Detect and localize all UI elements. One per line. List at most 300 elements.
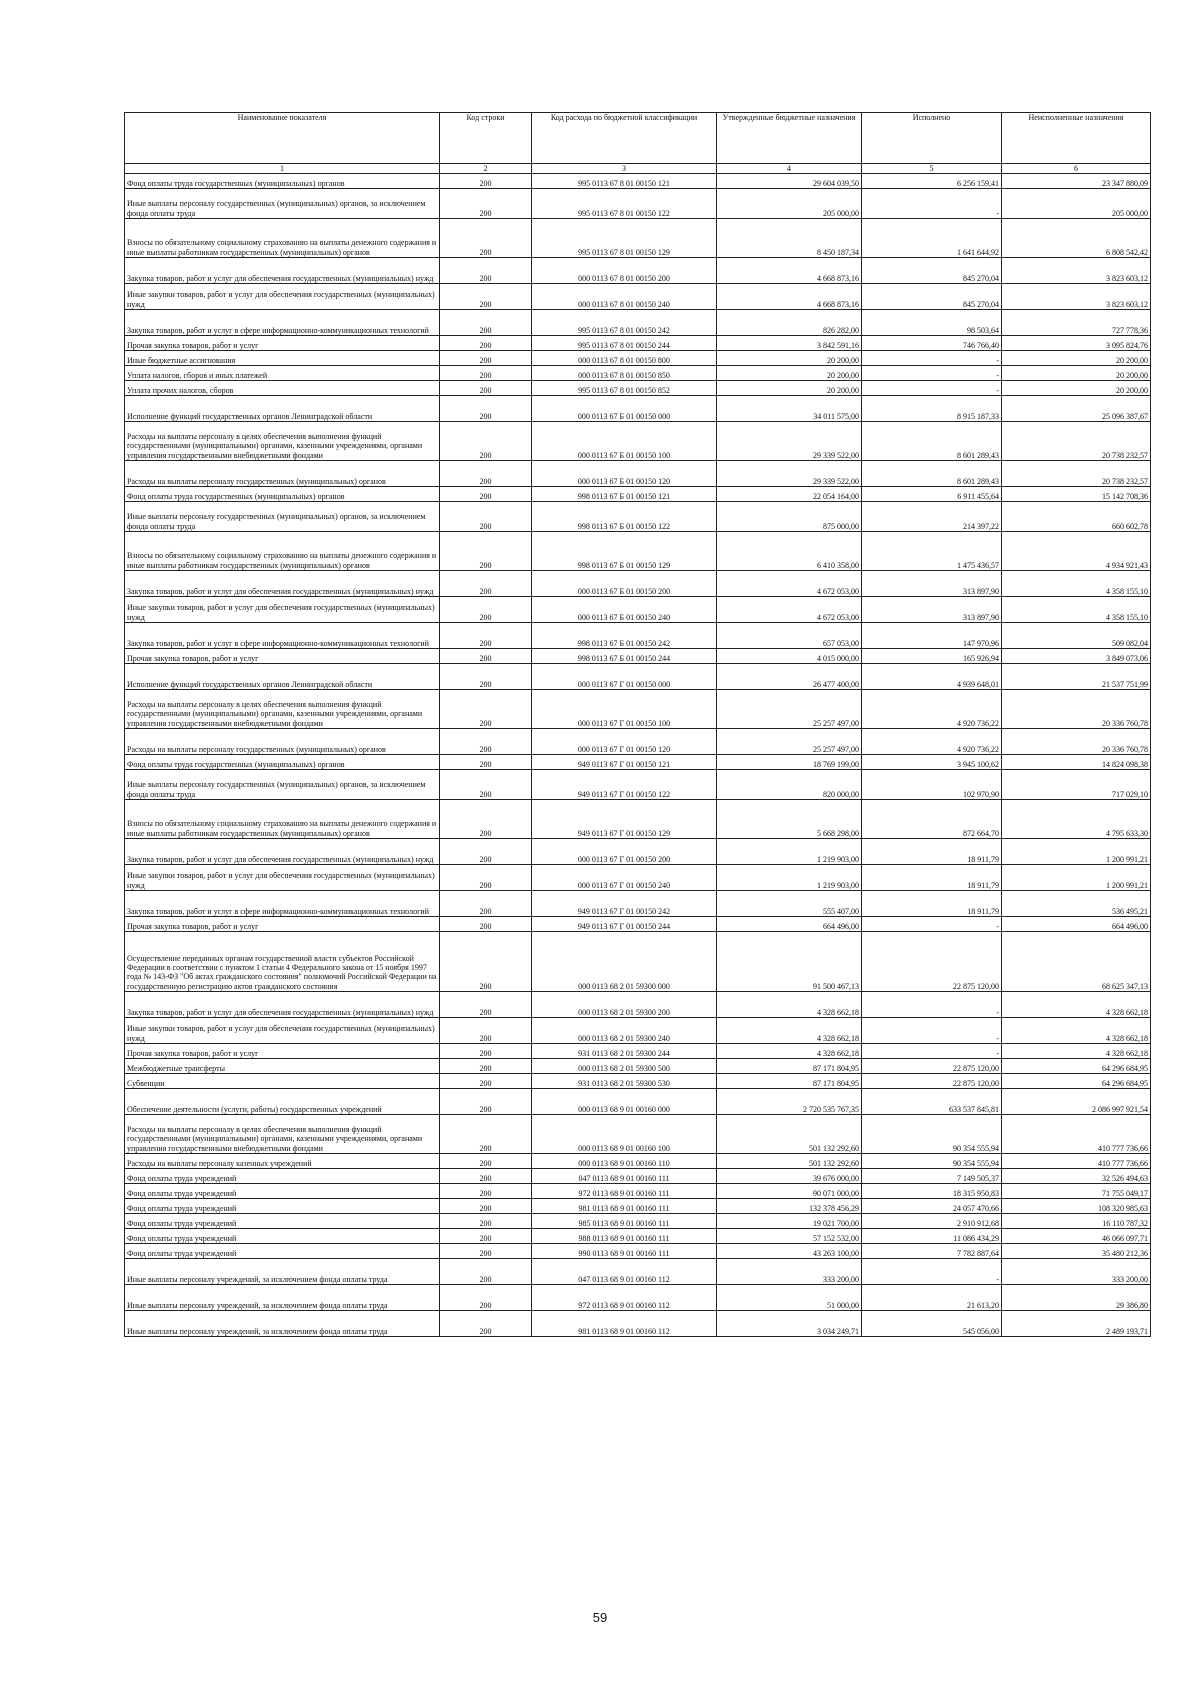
column-numbers-row (125, 164, 1151, 174)
table-row (125, 1184, 1151, 1199)
row-approved-amount: 2 720 535 767,35 (717, 1089, 862, 1115)
header-approved-appropriations: Утвержденные бюджетные назначения (717, 113, 862, 164)
row-approved-amount: 34 011 575,00 (717, 396, 862, 422)
row-approved-amount: 90 071 000,00 (717, 1184, 862, 1199)
table-row (125, 1059, 1151, 1074)
row-unexecuted-amount: 4 934 921,43 (1002, 532, 1151, 571)
table-row (125, 422, 1151, 461)
row-approved-amount: 333 200,00 (717, 1259, 862, 1285)
row-approved-amount: 18 769 199,00 (717, 755, 862, 770)
row-approved-amount: 87 171 804,95 (717, 1074, 862, 1089)
row-approved-amount: 26 477 400,00 (717, 664, 862, 690)
table-row (125, 487, 1151, 502)
row-approved-amount: 29 604 039,50 (717, 174, 862, 189)
row-budget-code: 000 0113 67 Г 01 00150 120 (532, 729, 717, 755)
row-unexecuted-amount: 64 296 684,95 (1002, 1059, 1151, 1074)
row-budget-code: 998 0113 67 Б 01 00150 121 (532, 487, 717, 502)
row-line-code: 200 (440, 865, 532, 891)
page-number: 59 (592, 1610, 608, 1625)
row-executed-amount: 6 256 159,41 (862, 174, 1002, 189)
row-approved-amount: 4 328 662,18 (717, 1018, 862, 1044)
row-approved-amount: 51 000,00 (717, 1285, 862, 1311)
row-unexecuted-amount: 205 000,00 (1002, 189, 1151, 219)
row-indicator-name: Прочая закупка товаров, работ и услуг (125, 1044, 440, 1059)
row-executed-amount: 18 911,79 (862, 891, 1002, 917)
table-row (125, 1229, 1151, 1244)
row-unexecuted-amount: 4 328 662,18 (1002, 1018, 1151, 1044)
row-executed-amount: 845 270,04 (862, 284, 1002, 310)
row-indicator-name: Закупка товаров, работ и услуг в сфере информационно-коммуникационных технологий (125, 310, 440, 336)
row-executed-amount: 8 601 289,43 (862, 461, 1002, 487)
row-unexecuted-amount: 32 526 494,63 (1002, 1169, 1151, 1184)
row-executed-amount: 3 945 100,62 (862, 755, 1002, 770)
row-executed-amount: 214 397,22 (862, 502, 1002, 532)
row-unexecuted-amount: 68 625 347,13 (1002, 932, 1151, 992)
row-line-code: 200 (440, 597, 532, 623)
row-executed-amount: 4 939 648,01 (862, 664, 1002, 690)
row-executed-amount: 1 641 644,92 (862, 219, 1002, 258)
row-unexecuted-amount: 20 738 232,57 (1002, 461, 1151, 487)
table-row (125, 755, 1151, 770)
row-unexecuted-amount: 35 480 212,36 (1002, 1244, 1151, 1259)
row-line-code: 200 (440, 992, 532, 1018)
row-indicator-name: Расходы на выплаты персоналу казенных учреждений (125, 1154, 440, 1169)
table-row (125, 532, 1151, 571)
row-indicator-name: Взносы по обязательному социальному страхованию на выплаты денежного содержания и иные выплаты работникам государственных (муниципальных) органов (125, 532, 440, 571)
header-unexecuted-appropriations: Неисполненные назначения (1002, 113, 1151, 164)
row-approved-amount: 875 000,00 (717, 502, 862, 532)
row-executed-amount: - (862, 366, 1002, 381)
row-budget-code: 998 0113 67 Б 01 00150 242 (532, 623, 717, 649)
row-line-code: 200 (440, 1059, 532, 1074)
row-executed-amount: 18 315 950,83 (862, 1184, 1002, 1199)
row-budget-code: 981 0113 68 9 01 00160 112 (532, 1311, 717, 1337)
row-indicator-name: Прочая закупка товаров, работ и услуг (125, 917, 440, 932)
row-line-code: 200 (440, 396, 532, 422)
row-approved-amount: 4 668 873,16 (717, 284, 862, 310)
row-indicator-name: Фонд оплаты труда учреждений (125, 1214, 440, 1229)
row-unexecuted-amount: 20 738 232,57 (1002, 422, 1151, 461)
table-row (125, 1115, 1151, 1154)
table-row (125, 664, 1151, 690)
column-number: 2 (440, 164, 532, 174)
row-budget-code: 000 0113 67 Г 01 00150 200 (532, 839, 717, 865)
table-row (125, 310, 1151, 336)
column-number: 3 (532, 164, 717, 174)
row-indicator-name: Фонд оплаты труда государственных (муниципальных) органов (125, 487, 440, 502)
table-row (125, 174, 1151, 189)
row-approved-amount: 4 668 873,16 (717, 258, 862, 284)
row-approved-amount: 657 053,00 (717, 623, 862, 649)
row-indicator-name: Взносы по обязательному социальному страхованию на выплаты денежного содержания и иные выплаты работникам государственных (муниципальных) органов (125, 219, 440, 258)
row-indicator-name: Прочая закупка товаров, работ и услуг (125, 336, 440, 351)
row-indicator-name: Фонд оплаты труда учреждений (125, 1244, 440, 1259)
row-unexecuted-amount: 660 602,78 (1002, 502, 1151, 532)
row-indicator-name: Обеспечение деятельности (услуги, работы) государственных учреждений (125, 1089, 440, 1115)
row-approved-amount: 4 672 053,00 (717, 597, 862, 623)
row-unexecuted-amount: 25 096 387,67 (1002, 396, 1151, 422)
row-budget-code: 000 0113 67 Б 01 00150 120 (532, 461, 717, 487)
row-executed-amount: - (862, 189, 1002, 219)
row-line-code: 200 (440, 1214, 532, 1229)
row-indicator-name: Исполнение функций государственных органов Ленинградской области (125, 396, 440, 422)
row-budget-code: 000 0113 68 2 01 59300 500 (532, 1059, 717, 1074)
row-budget-code: 000 0113 68 2 01 59300 200 (532, 992, 717, 1018)
table-row (125, 396, 1151, 422)
row-executed-amount: 11 086 434,29 (862, 1229, 1002, 1244)
row-unexecuted-amount: 410 777 736,66 (1002, 1154, 1151, 1169)
row-approved-amount: 5 668 298,00 (717, 800, 862, 839)
row-budget-code: 995 0113 67 8 01 00150 122 (532, 189, 717, 219)
row-line-code: 200 (440, 1074, 532, 1089)
row-indicator-name: Расходы на выплаты персоналу в целях обеспечения выполнения функций государственными (муниципальными) органами, казенными учреждениями, органами управления государственными внебюджетными фондами (125, 422, 440, 461)
table-row (125, 1214, 1151, 1229)
row-line-code: 200 (440, 532, 532, 571)
row-unexecuted-amount: 29 386,80 (1002, 1285, 1151, 1311)
row-line-code: 200 (440, 381, 532, 396)
row-line-code: 200 (440, 1018, 532, 1044)
row-indicator-name: Расходы на выплаты персоналу государственных (муниципальных) органов (125, 729, 440, 755)
row-line-code: 200 (440, 1229, 532, 1244)
row-approved-amount: 19 021 700,00 (717, 1214, 862, 1229)
row-indicator-name: Закупка товаров, работ и услуг для обеспечения государственных (муниципальных) нужд (125, 992, 440, 1018)
row-approved-amount: 4 328 662,18 (717, 992, 862, 1018)
row-line-code: 200 (440, 623, 532, 649)
row-unexecuted-amount: 20 200,00 (1002, 351, 1151, 366)
row-unexecuted-amount: 20 200,00 (1002, 381, 1151, 396)
row-budget-code: 985 0113 68 9 01 00160 111 (532, 1214, 717, 1229)
row-unexecuted-amount: 664 496,00 (1002, 917, 1151, 932)
row-indicator-name: Иные закупки товаров, работ и услуг для обеспечения государственных (муниципальных) нужд (125, 865, 440, 891)
row-budget-code: 000 0113 67 8 01 00150 850 (532, 366, 717, 381)
row-line-code: 200 (440, 571, 532, 597)
row-line-code: 200 (440, 770, 532, 800)
table-row (125, 1311, 1151, 1337)
row-indicator-name: Осуществление переданных органам государственной власти субъектов Российской Федерации в соответствии с пунктом 1 статьи 4 Федерального закона от 15 ноября 1997 года № 143-ФЗ "Об актах гражданского состояния" полномочий Российской Федерации на государственную регистрацию актов гражданского состояния (125, 932, 440, 992)
row-executed-amount: 21 613,20 (862, 1285, 1002, 1311)
table-row (125, 623, 1151, 649)
budget-report-sheet (124, 112, 1150, 1337)
row-unexecuted-amount: 4 795 633,30 (1002, 800, 1151, 839)
row-approved-amount: 91 500 467,13 (717, 932, 862, 992)
row-approved-amount: 1 219 903,00 (717, 839, 862, 865)
row-approved-amount: 501 132 292,60 (717, 1154, 862, 1169)
row-budget-code: 931 0113 68 2 01 59300 244 (532, 1044, 717, 1059)
row-indicator-name: Фонд оплаты труда учреждений (125, 1199, 440, 1214)
row-line-code: 200 (440, 1199, 532, 1214)
header-budget-classification-code: Код расхода по бюджетной классификации (532, 113, 717, 164)
row-approved-amount: 820 000,00 (717, 770, 862, 800)
row-budget-code: 000 0113 68 2 01 59300 000 (532, 932, 717, 992)
row-executed-amount: 313 897,90 (862, 571, 1002, 597)
row-line-code: 200 (440, 664, 532, 690)
row-indicator-name: Иные выплаты персоналу государственных (муниципальных) органов, за исключением фонда оплаты труда (125, 189, 440, 219)
row-line-code: 200 (440, 729, 532, 755)
row-executed-amount: 98 503,64 (862, 310, 1002, 336)
table-row (125, 800, 1151, 839)
table-row (125, 571, 1151, 597)
row-indicator-name: Иные выплаты персоналу учреждений, за исключением фонда оплаты труда (125, 1311, 440, 1337)
row-executed-amount: - (862, 1018, 1002, 1044)
row-unexecuted-amount: 333 200,00 (1002, 1259, 1151, 1285)
table-row (125, 461, 1151, 487)
row-budget-code: 949 0113 67 Г 01 00150 244 (532, 917, 717, 932)
row-executed-amount: - (862, 992, 1002, 1018)
row-line-code: 200 (440, 1285, 532, 1311)
row-line-code: 200 (440, 174, 532, 189)
table-row (125, 1044, 1151, 1059)
row-executed-amount: 90 354 555,94 (862, 1154, 1002, 1169)
table-row (125, 932, 1151, 992)
row-unexecuted-amount: 23 347 880,09 (1002, 174, 1151, 189)
table-row (125, 336, 1151, 351)
row-approved-amount: 205 000,00 (717, 189, 862, 219)
row-line-code: 200 (440, 422, 532, 461)
row-executed-amount: 2 910 912,68 (862, 1214, 1002, 1229)
row-approved-amount: 1 219 903,00 (717, 865, 862, 891)
row-line-code: 200 (440, 219, 532, 258)
row-approved-amount: 826 282,00 (717, 310, 862, 336)
row-budget-code: 000 0113 67 Г 01 00150 100 (532, 690, 717, 729)
row-approved-amount: 39 676 000,00 (717, 1169, 862, 1184)
row-unexecuted-amount: 20 336 760,78 (1002, 729, 1151, 755)
row-line-code: 200 (440, 1154, 532, 1169)
row-executed-amount: 147 970,96 (862, 623, 1002, 649)
row-line-code: 200 (440, 1244, 532, 1259)
row-line-code: 200 (440, 487, 532, 502)
row-executed-amount: 4 920 736,22 (862, 729, 1002, 755)
row-executed-amount: 872 664,70 (862, 800, 1002, 839)
row-unexecuted-amount: 1 200 991,21 (1002, 865, 1151, 891)
table-row (125, 1074, 1151, 1089)
row-indicator-name: Иные бюджетные ассигнования (125, 351, 440, 366)
row-budget-code: 000 0113 67 Г 01 00150 000 (532, 664, 717, 690)
row-unexecuted-amount: 2 489 193,71 (1002, 1311, 1151, 1337)
row-unexecuted-amount: 3 823 603,12 (1002, 284, 1151, 310)
row-approved-amount: 87 171 804,95 (717, 1059, 862, 1074)
row-indicator-name: Уплата налогов, сборов и иных платежей (125, 366, 440, 381)
column-number: 1 (125, 164, 440, 174)
row-executed-amount: 165 926,94 (862, 649, 1002, 664)
row-unexecuted-amount: 15 142 708,36 (1002, 487, 1151, 502)
row-executed-amount: - (862, 1044, 1002, 1059)
row-line-code: 200 (440, 310, 532, 336)
row-line-code: 200 (440, 1089, 532, 1115)
row-executed-amount: - (862, 381, 1002, 396)
row-approved-amount: 132 378 456,29 (717, 1199, 862, 1214)
row-budget-code: 000 0113 67 8 01 00150 240 (532, 284, 717, 310)
row-indicator-name: Фонд оплаты труда государственных (муниципальных) органов (125, 755, 440, 770)
table-row (125, 1018, 1151, 1044)
row-approved-amount: 57 152 532,00 (717, 1229, 862, 1244)
row-executed-amount: 545 056,00 (862, 1311, 1002, 1337)
row-budget-code: 000 0113 68 9 01 00160 000 (532, 1089, 717, 1115)
table-row (125, 351, 1151, 366)
row-executed-amount: 1 475 436,57 (862, 532, 1002, 571)
header-line-code: Код строки (440, 113, 532, 164)
row-indicator-name: Расходы на выплаты персоналу государственных (муниципальных) органов (125, 461, 440, 487)
row-indicator-name: Фонд оплаты труда учреждений (125, 1184, 440, 1199)
row-executed-amount: 8 601 289,43 (862, 422, 1002, 461)
row-indicator-name: Уплата прочих налогов, сборов (125, 381, 440, 396)
row-budget-code: 972 0113 68 9 01 00160 111 (532, 1184, 717, 1199)
table-row (125, 1089, 1151, 1115)
row-approved-amount: 43 263 100,00 (717, 1244, 862, 1259)
row-unexecuted-amount: 46 066 097,71 (1002, 1229, 1151, 1244)
row-line-code: 200 (440, 649, 532, 664)
row-approved-amount: 25 257 497,00 (717, 690, 862, 729)
row-executed-amount: 4 920 736,22 (862, 690, 1002, 729)
row-line-code: 200 (440, 891, 532, 917)
row-line-code: 200 (440, 189, 532, 219)
row-executed-amount: 102 970,90 (862, 770, 1002, 800)
row-approved-amount: 29 339 522,00 (717, 461, 862, 487)
table-row (125, 1285, 1151, 1311)
row-budget-code: 949 0113 67 Г 01 00150 242 (532, 891, 717, 917)
table-row (125, 284, 1151, 310)
header-indicator-name: Наименование показателя (125, 113, 440, 164)
row-line-code: 200 (440, 932, 532, 992)
row-executed-amount: 313 897,90 (862, 597, 1002, 623)
table-row (125, 992, 1151, 1018)
row-unexecuted-amount: 4 328 662,18 (1002, 992, 1151, 1018)
row-indicator-name: Межбюджетные трансферты (125, 1059, 440, 1074)
row-approved-amount: 29 339 522,00 (717, 422, 862, 461)
row-indicator-name: Фонд оплаты труда учреждений (125, 1229, 440, 1244)
row-budget-code: 981 0113 68 9 01 00160 111 (532, 1199, 717, 1214)
row-indicator-name: Субвенции (125, 1074, 440, 1089)
row-line-code: 200 (440, 502, 532, 532)
row-budget-code: 995 0113 67 8 01 00150 121 (532, 174, 717, 189)
row-budget-code: 949 0113 67 Г 01 00150 122 (532, 770, 717, 800)
row-unexecuted-amount: 536 495,21 (1002, 891, 1151, 917)
row-budget-code: 000 0113 67 8 01 00150 200 (532, 258, 717, 284)
row-line-code: 200 (440, 917, 532, 932)
row-executed-amount: 746 766,40 (862, 336, 1002, 351)
row-executed-amount: 8 915 187,33 (862, 396, 1002, 422)
row-line-code: 200 (440, 839, 532, 865)
row-budget-code: 995 0113 67 8 01 00150 852 (532, 381, 717, 396)
row-executed-amount: 7 782 887,64 (862, 1244, 1002, 1259)
row-unexecuted-amount: 3 849 073,06 (1002, 649, 1151, 664)
table-row (125, 219, 1151, 258)
row-unexecuted-amount: 4 358 155,10 (1002, 571, 1151, 597)
column-number: 4 (717, 164, 862, 174)
row-unexecuted-amount: 727 778,36 (1002, 310, 1151, 336)
row-executed-amount: 18 911,79 (862, 865, 1002, 891)
row-line-code: 200 (440, 336, 532, 351)
row-line-code: 200 (440, 1184, 532, 1199)
table-row (125, 381, 1151, 396)
row-executed-amount: 6 911 455,64 (862, 487, 1002, 502)
row-approved-amount: 20 200,00 (717, 381, 862, 396)
row-budget-code: 931 0113 68 2 01 59300 530 (532, 1074, 717, 1089)
row-approved-amount: 3 034 249,71 (717, 1311, 862, 1337)
header-executed: Исполнено (862, 113, 1002, 164)
row-unexecuted-amount: 108 320 985,63 (1002, 1199, 1151, 1214)
row-executed-amount: 22 875 120,00 (862, 1059, 1002, 1074)
row-unexecuted-amount: 4 328 662,18 (1002, 1044, 1151, 1059)
row-indicator-name: Закупка товаров, работ и услуг в сфере информационно-коммуникационных технологий (125, 623, 440, 649)
row-budget-code: 998 0113 67 Б 01 00150 122 (532, 502, 717, 532)
row-approved-amount: 4 015 000,00 (717, 649, 862, 664)
row-unexecuted-amount: 71 755 049,17 (1002, 1184, 1151, 1199)
row-indicator-name: Фонд оплаты труда государственных (муниципальных) органов (125, 174, 440, 189)
row-line-code: 200 (440, 284, 532, 310)
row-executed-amount: - (862, 351, 1002, 366)
table-row (125, 729, 1151, 755)
row-indicator-name: Расходы на выплаты персоналу в целях обеспечения выполнения функций государственными (муниципальными) органами, казенными учреждениями, органами управления государственными внебюджетными фондами (125, 690, 440, 729)
row-budget-code: 949 0113 67 Г 01 00150 121 (532, 755, 717, 770)
row-approved-amount: 25 257 497,00 (717, 729, 862, 755)
row-approved-amount: 4 672 053,00 (717, 571, 862, 597)
table-row (125, 189, 1151, 219)
budget-execution-table (124, 112, 1151, 1337)
row-line-code: 200 (440, 258, 532, 284)
row-budget-code: 000 0113 68 2 01 59300 240 (532, 1018, 717, 1044)
row-unexecuted-amount: 6 808 542,42 (1002, 219, 1151, 258)
row-indicator-name: Иные закупки товаров, работ и услуг для обеспечения государственных (муниципальных) нужд (125, 597, 440, 623)
row-budget-code: 000 0113 67 Б 01 00150 100 (532, 422, 717, 461)
row-indicator-name: Взносы по обязательному социальному страхованию на выплаты денежного содержания и иные выплаты работникам государственных (муниципальных) органов (125, 800, 440, 839)
row-approved-amount: 4 328 662,18 (717, 1044, 862, 1059)
row-line-code: 200 (440, 690, 532, 729)
row-unexecuted-amount: 21 537 751,99 (1002, 664, 1151, 690)
row-executed-amount: 7 149 505,37 (862, 1169, 1002, 1184)
row-budget-code: 000 0113 68 9 01 00160 100 (532, 1115, 717, 1154)
row-budget-code: 000 0113 67 8 01 00150 800 (532, 351, 717, 366)
row-indicator-name: Иные закупки товаров, работ и услуг для обеспечения государственных (муниципальных) нужд (125, 1018, 440, 1044)
row-unexecuted-amount: 20 200,00 (1002, 366, 1151, 381)
table-row (125, 502, 1151, 532)
row-budget-code: 995 0113 67 8 01 00150 244 (532, 336, 717, 351)
row-indicator-name: Исполнение функций государственных органов Ленинградской области (125, 664, 440, 690)
table-row (125, 1259, 1151, 1285)
row-approved-amount: 3 842 591,16 (717, 336, 862, 351)
row-budget-code: 000 0113 67 Б 01 00150 200 (532, 571, 717, 597)
table-row (125, 1169, 1151, 1184)
row-unexecuted-amount: 3 095 824,76 (1002, 336, 1151, 351)
row-approved-amount: 20 200,00 (717, 351, 862, 366)
row-approved-amount: 6 410 358,00 (717, 532, 862, 571)
row-indicator-name: Закупка товаров, работ и услуг для обеспечения государственных (муниципальных) нужд (125, 258, 440, 284)
row-line-code: 200 (440, 1169, 532, 1184)
row-budget-code: 972 0113 68 9 01 00160 112 (532, 1285, 717, 1311)
row-approved-amount: 555 407,00 (717, 891, 862, 917)
row-indicator-name: Закупка товаров, работ и услуг для обеспечения государственных (муниципальных) нужд (125, 571, 440, 597)
row-line-code: 200 (440, 1311, 532, 1337)
table-body (125, 174, 1151, 1337)
row-unexecuted-amount: 20 336 760,78 (1002, 690, 1151, 729)
table-row (125, 597, 1151, 623)
row-unexecuted-amount: 4 358 155,10 (1002, 597, 1151, 623)
row-budget-code: 000 0113 68 9 01 00160 110 (532, 1154, 717, 1169)
row-unexecuted-amount: 3 823 603,12 (1002, 258, 1151, 284)
row-unexecuted-amount: 1 200 991,21 (1002, 839, 1151, 865)
row-line-code: 200 (440, 1044, 532, 1059)
row-budget-code: 995 0113 67 8 01 00150 129 (532, 219, 717, 258)
row-executed-amount: 22 875 120,00 (862, 1074, 1002, 1089)
row-unexecuted-amount: 16 110 787,32 (1002, 1214, 1151, 1229)
row-executed-amount: - (862, 917, 1002, 932)
row-executed-amount: 90 354 555,94 (862, 1115, 1002, 1154)
row-executed-amount: - (862, 1259, 1002, 1285)
table-row (125, 690, 1151, 729)
row-unexecuted-amount: 64 296 684,95 (1002, 1074, 1151, 1089)
table-row (125, 770, 1151, 800)
row-budget-code: 047 0113 68 9 01 00160 111 (532, 1169, 717, 1184)
column-number: 6 (1002, 164, 1151, 174)
